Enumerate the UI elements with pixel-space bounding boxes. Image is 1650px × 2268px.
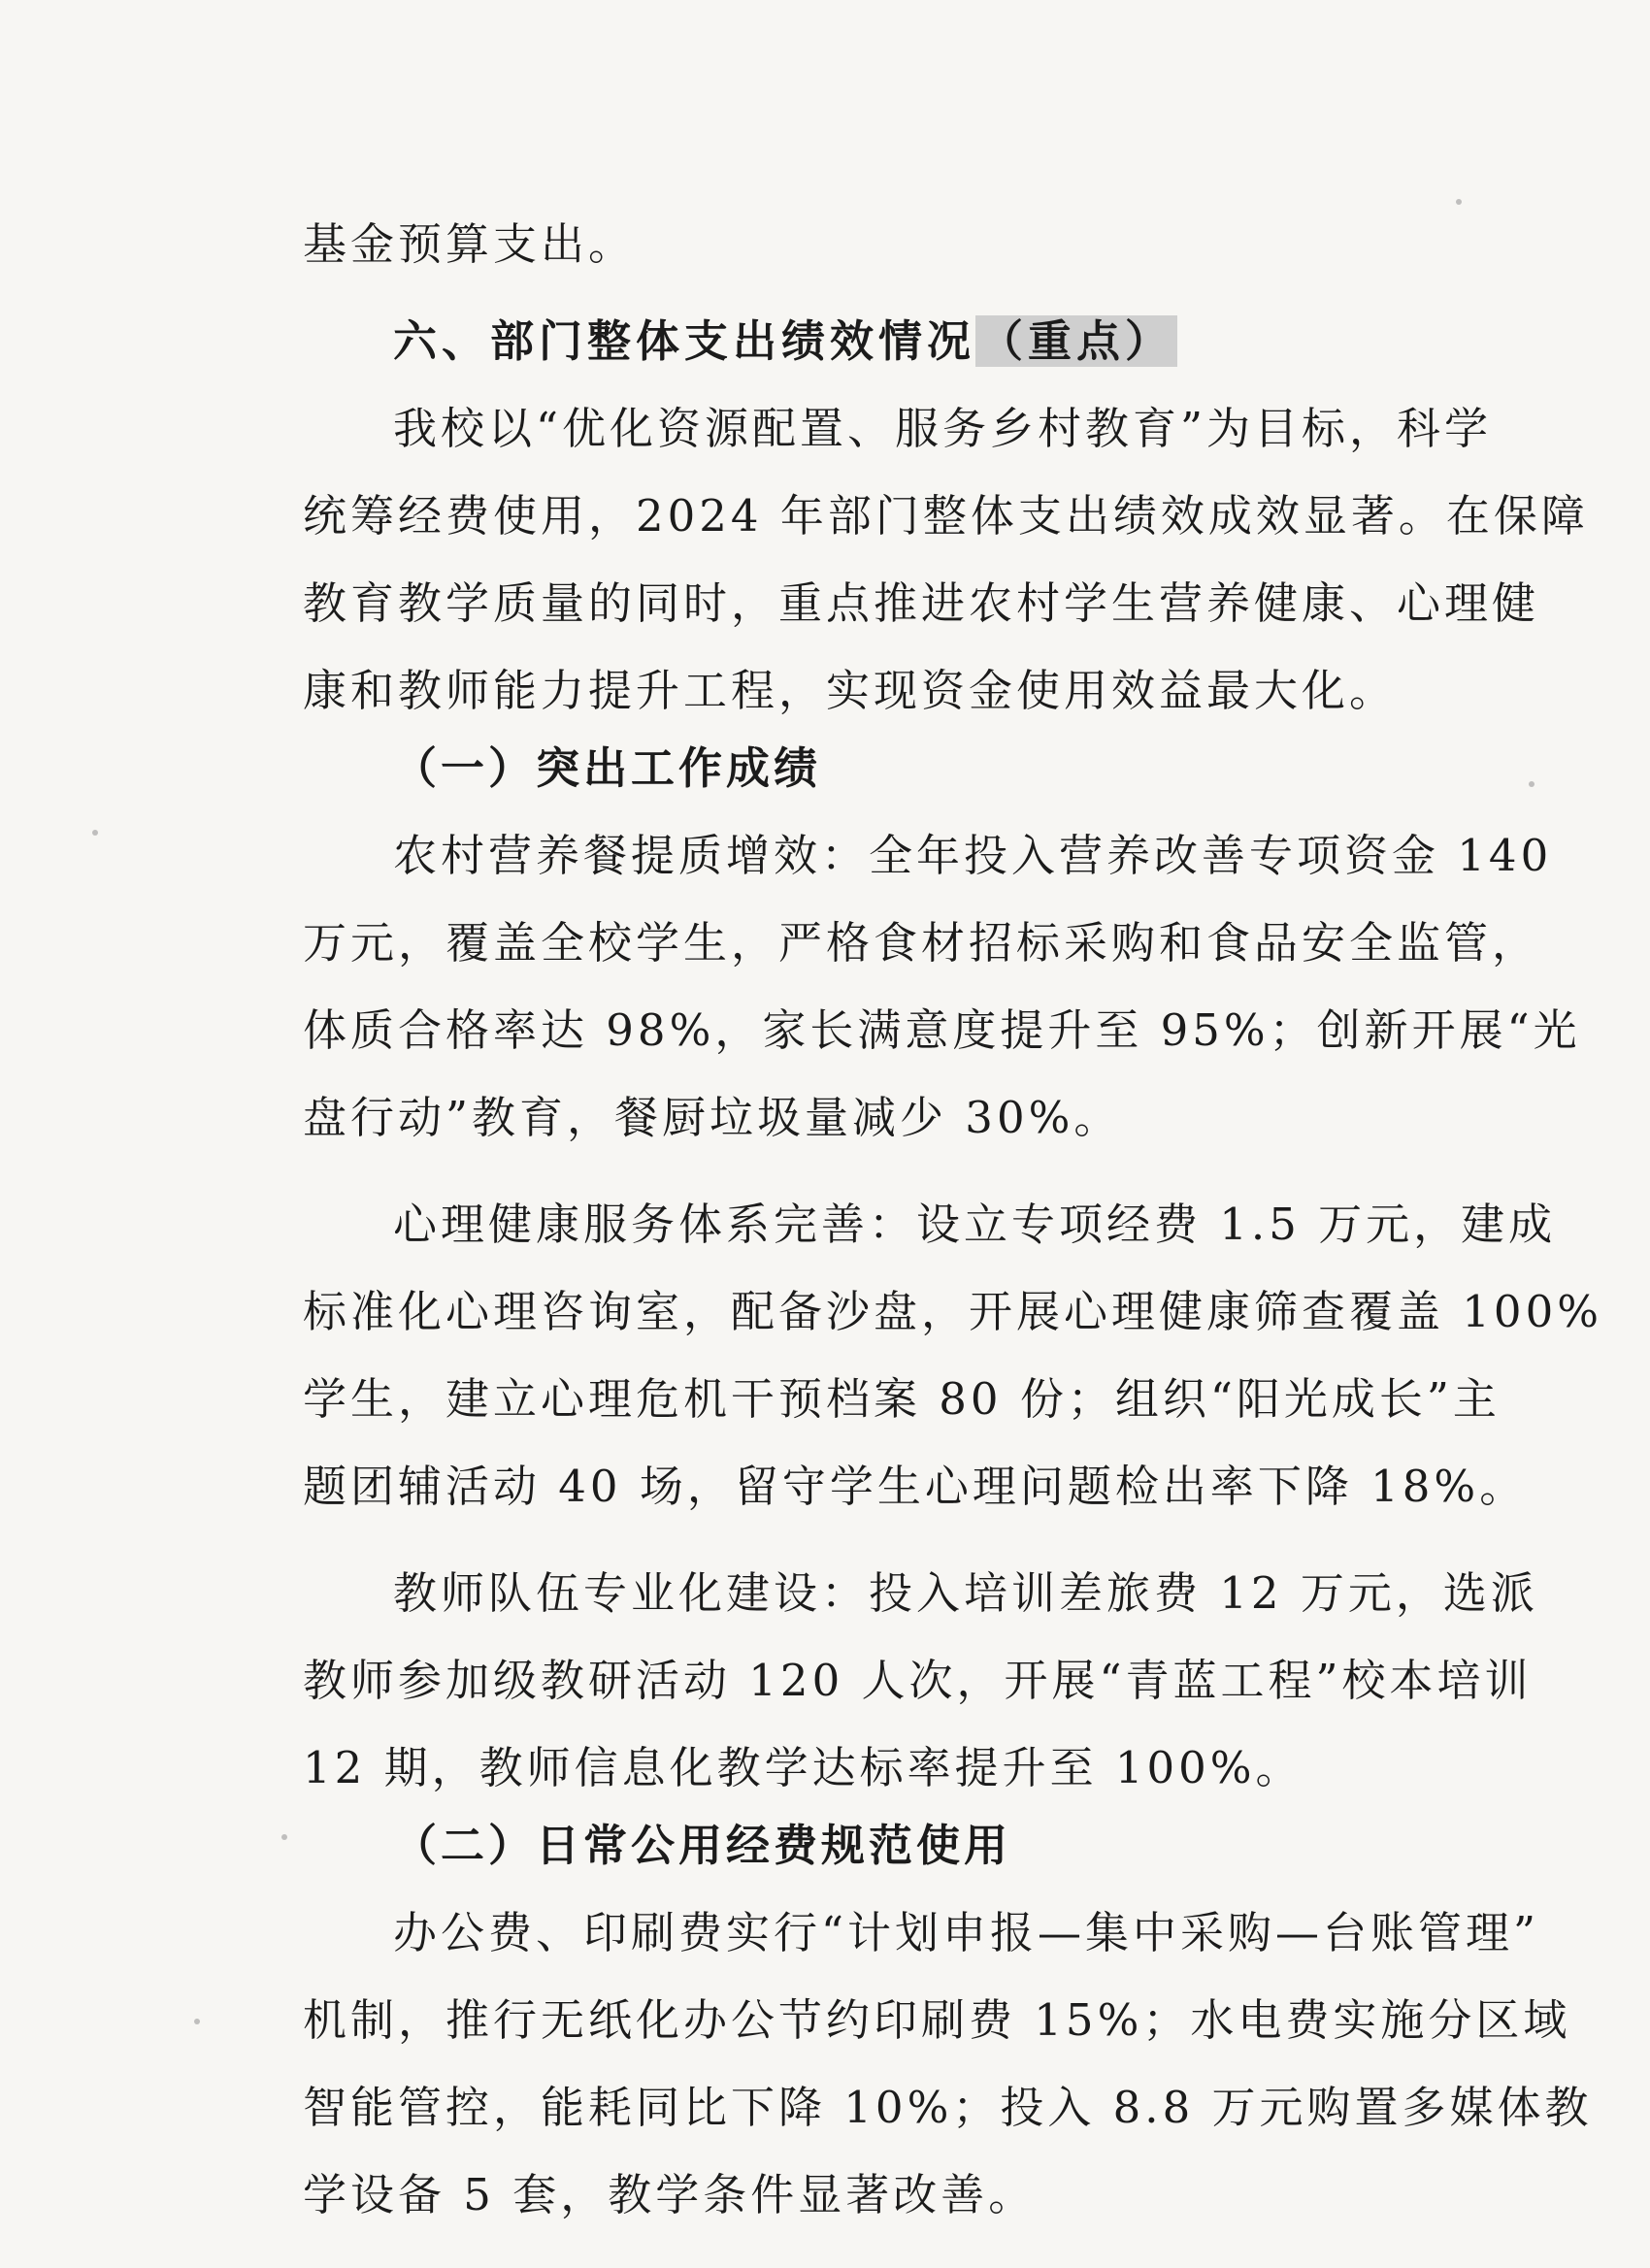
paragraph-line: 万元，覆盖全校学生，严格食材招标采购和食品安全监管， [303, 917, 1540, 969]
paragraph-line: 教师队伍专业化建设：投入培训差旅费 12 万元，选派 [393, 1567, 1538, 1619]
section-heading [393, 312, 1177, 371]
subsection-heading-1: （一）突出工作成绩 [393, 742, 822, 794]
paragraph-line: 学设备 5 套，教学条件显著改善。 [303, 2169, 1037, 2220]
scan-speck [1456, 199, 1462, 205]
scan-speck [1529, 781, 1534, 787]
section-heading-text: 六、部门整体支出绩效情况 [393, 315, 976, 367]
paragraph-line: 基金预算支出。 [303, 218, 637, 270]
section-heading-highlight: （重点） [975, 315, 1177, 367]
paragraph-line: 体质合格率达 98%，家长满意度提升至 95%；创新开展“光 [303, 1004, 1581, 1056]
scan-speck [92, 830, 98, 836]
paragraph-line: 统筹经费使用，2024 年部门整体支出绩效成效显著。在保障 [303, 490, 1589, 542]
paragraph-line: 12 期，教师信息化教学达标率提升至 100%。 [303, 1742, 1304, 1793]
paragraph-line: 心理健康服务体系完善：设立专项经费 1.5 万元，建成 [393, 1199, 1557, 1250]
paragraph-line: 我校以“优化资源配置、服务乡村教育”为目标，科学 [393, 403, 1493, 454]
paragraph-line: 农村营养餐提质增效：全年投入营养改善专项资金 140 [393, 830, 1553, 881]
paragraph-line: 办公费、印刷费实行“计划申报—集中采购—台账管理” [393, 1907, 1540, 1958]
scan-speck [281, 1834, 287, 1840]
paragraph-line: 盘行动”教育，餐厨垃圾量减少 30%。 [303, 1092, 1122, 1143]
paragraph-line: 教育教学质量的同时，重点推进农村学生营养健康、心理健 [303, 577, 1540, 629]
subsection-heading-2: （二）日常公用经费规范使用 [393, 1820, 1012, 1871]
paragraph-line: 教师参加级教研活动 120 人次，开展“青蓝工程”校本培训 [303, 1655, 1533, 1706]
paragraph-line: 康和教师能力提升工程，实现资金使用效益最大化。 [303, 665, 1398, 716]
paragraph-line: 智能管控，能耗同比下降 10%；投入 8.8 万元购置多媒体教 [303, 2082, 1593, 2133]
paragraph-line: 标准化心理咨询室，配备沙盘，开展心理健康筛查覆盖 100% [303, 1286, 1602, 1337]
scan-speck [194, 2019, 200, 2024]
paragraph-line: 学生，建立心理危机干预档案 80 份；组织“阳光成长”主 [303, 1373, 1501, 1425]
paragraph-line: 题团辅活动 40 场，留守学生心理问题检出率下降 18%。 [303, 1461, 1528, 1512]
paragraph-line: 机制，推行无纸化办公节约印刷费 15%；水电费实施分区域 [303, 1994, 1571, 2046]
